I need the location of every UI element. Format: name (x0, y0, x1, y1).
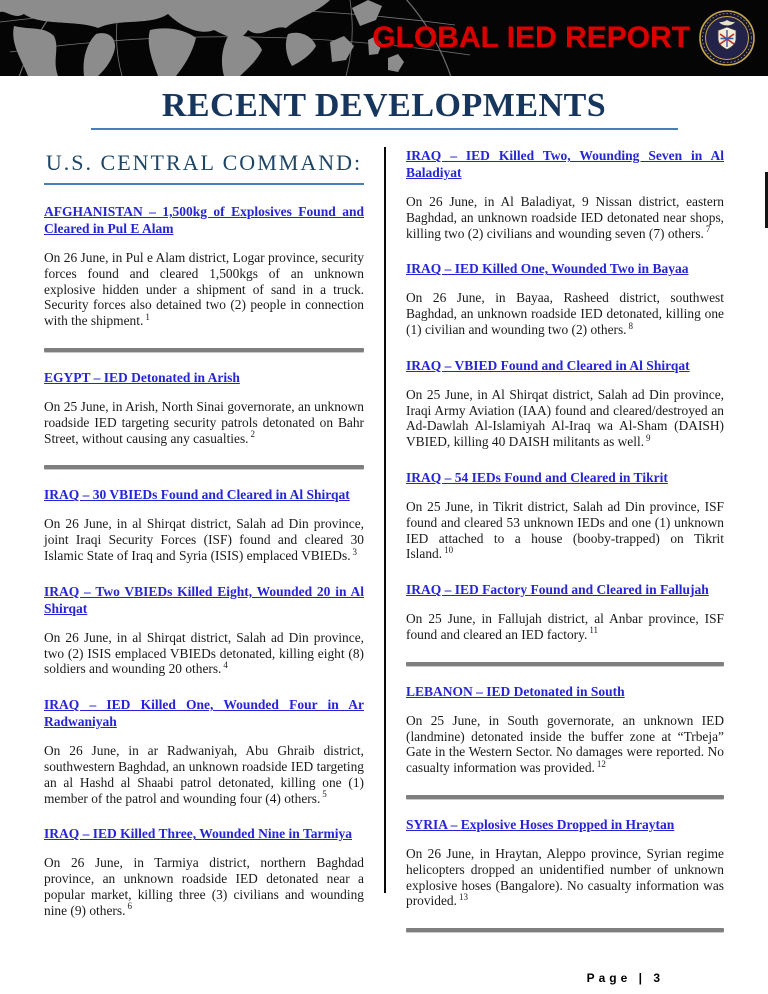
column-divider-line (384, 147, 386, 893)
report-item (406, 260, 724, 337)
report-item (406, 147, 724, 241)
item-divider-bar (44, 348, 364, 352)
page-title: RECENT DEVELOPMENTS (161, 87, 607, 124)
left-column (44, 147, 364, 949)
item-heading-link[interactable]: IRAQ – 30 VBIEDs Found and Cleared in Al Shirqat (44, 487, 350, 503)
item-body-text: On 25 June, in Arish, North Sinai governorate, an unknown roadside IED targeting security patrols detonated on Bahr Street, without causing any casualties. $^2$ (44, 398, 364, 446)
report-item (44, 203, 364, 329)
item-heading-link[interactable]: EGYPT – IED Detonated in Arish (44, 369, 240, 385)
footnote-reference: 7 (705, 224, 711, 235)
item-body-text: On 26 June, in Tarmiya district, northern Baghdad province, an unknown roadside IED detonated near a popular market, killing three (3) civilians and wounding nine (9) others. $^6$ (44, 855, 364, 918)
item-body-text: On 25 June, in South governorate, an unknown IED (landmine) detonated inside the buffer zone at “Trbeja” Gate in the Western Sector. No damages were reported. No casualty information was provided. $^{12}$ (406, 712, 724, 776)
item-heading-link[interactable]: AFGHANISTAN – 1,500kg of Explosives Found and Cleared in Pul E Alam (44, 204, 364, 236)
footnote-reference: 1 (145, 311, 150, 322)
left-column-items (44, 203, 364, 919)
footnote-reference: 9 (646, 432, 651, 443)
footer-page-number: Page | 3 (586, 971, 664, 985)
report-item (44, 583, 364, 677)
footnote-reference: 6 (127, 901, 132, 912)
section-title-centcom: U.S. CENTRAL COMMAND: (45, 150, 363, 175)
item-heading-link[interactable]: LEBANON – IED Detonated in South (406, 683, 625, 699)
content-area (0, 147, 768, 949)
footnote-reference: 8 (628, 320, 634, 331)
report-item (44, 696, 364, 806)
item-divider-bar (406, 928, 724, 932)
item-heading-link[interactable]: IRAQ – VBIED Found and Cleared in Al Shirqat (406, 357, 690, 373)
footnote-reference: 3 (352, 546, 358, 557)
item-divider-bar (44, 465, 364, 469)
report-item (44, 825, 364, 918)
report-item (406, 683, 724, 776)
item-body-text: On 25 June, in Tikrit district, Salah ad Din province, ISF found and cleared 53 unknown IEDs and one (1) unknown IED attached to a house (booby-trapped) on Tikrit Island. $^{10}$ (406, 498, 724, 562)
column-gutter (364, 147, 406, 949)
report-item (406, 581, 724, 643)
footnote-reference: 10 (444, 544, 454, 555)
report-item (44, 369, 364, 446)
footnote-reference: 13 (458, 891, 468, 902)
agency-seal-logo (699, 10, 755, 66)
item-heading-link[interactable]: SYRIA – Explosive Hoses Dropped in Hraytan (406, 816, 675, 832)
footnote-reference: 12 (596, 758, 606, 769)
item-heading-link[interactable]: IRAQ – 54 IEDs Found and Cleared in Tikrit (406, 469, 668, 485)
item-body-text: On 26 June, in ar Radwaniyah, Abu Ghraib district, southwestern Baghdad, an unknown roadside IED targeting an al Hashd al Shaabi patrol detonated, killing one (1) member of the patrol and wounding four (4) others. $^5$ (44, 743, 364, 806)
report-item (406, 357, 724, 450)
footnote-reference: 4 (223, 659, 228, 670)
item-body-text: On 26 June, in Al Baladiyat, 9 Nissan district, eastern Baghdad, an unknown roadside IED detonated near shops, killing two (2) civilians and wounding seven (7) others. $^7$ (406, 194, 724, 241)
section-title-rule (44, 183, 364, 185)
item-heading-link[interactable]: IRAQ – IED Killed One, Wounded Four in Ar Radwaniyah (44, 697, 364, 730)
banner-title: GLOBAL IED REPORT (372, 21, 690, 54)
item-body-text: On 26 June, in Pul e Alam district, Logar province, security forces found and cleared 1,500kgs of an unknown explosive hidden under a shipment of sand in a truck. Security forces also detained two (2) people in connection with the shipment. $^1$ (44, 250, 364, 329)
right-column (406, 147, 724, 949)
item-heading-link[interactable]: IRAQ – IED Killed One, Wounded Two in Bayaa (406, 261, 689, 277)
item-body-text: On 26 June, in Hraytan, Aleppo province, Syrian regime helicopters dropped an unidentified number of unknown explosive hoses (Bangalore). No casualty information was provided. $^{13}$ (406, 845, 724, 909)
report-item (44, 486, 364, 563)
item-heading-link[interactable]: IRAQ – IED Killed Three, Wounded Nine in Tarmiya (44, 826, 352, 842)
item-body-text: On 26 June, in al Shirqat district, Salah ad Din province, two (2) ISIS emplaced VBIEDs detonated, killing eight (8) soldiers and wounding 20 others. $^4$ (44, 629, 364, 677)
item-heading-link[interactable]: IRAQ – IED Factory Found and Cleared in Fallujah (406, 582, 709, 598)
item-body-text: On 26 June, in al Shirqat district, Salah ad Din province, joint Iraqi Security Forces (ISF) found and cleared 30 Islamic State of Iraq and Syria (ISIS) emplaced VBIEDs. $^3$ (44, 516, 364, 563)
report-banner (0, 0, 768, 76)
footnote-reference: 5 (322, 789, 327, 800)
item-heading-link[interactable]: IRAQ – Two VBIEDs Killed Eight, Wounded 20 in Al Shirqat (44, 583, 364, 616)
title-rule (91, 128, 678, 130)
item-body-text: On 25 June, in Fallujah district, al Anbar province, ISF found and cleared an IED factory. $^{11}$ (406, 611, 724, 642)
footnote-reference: 2 (250, 429, 256, 440)
item-divider-bar (406, 662, 724, 666)
right-column-items (406, 147, 724, 932)
footnote-reference: 11 (589, 625, 598, 636)
item-body-text: On 25 June, in Al Shirqat district, Salah ad Din province, Iraqi Army Aviation (IAA) found and cleared/destroyed an Ad-Dawlah Al-Islamiyah Al-Iraq wa Al-Sham (DAISH) VBIED, killing 40 DAISH militants as well. $^9$ (406, 386, 724, 450)
item-heading-link[interactable]: IRAQ – IED Killed Two, Wounding Seven in Al Baladiyat (406, 148, 724, 180)
item-divider-bar (406, 795, 724, 799)
report-item (406, 816, 724, 909)
report-item (406, 469, 724, 562)
item-body-text: On 26 June, in Bayaa, Rasheed district, southwest Baghdad, an unknown roadside IED detonated, killing one (1) civilian and wounding two (2) others. $^8$ (406, 290, 724, 337)
